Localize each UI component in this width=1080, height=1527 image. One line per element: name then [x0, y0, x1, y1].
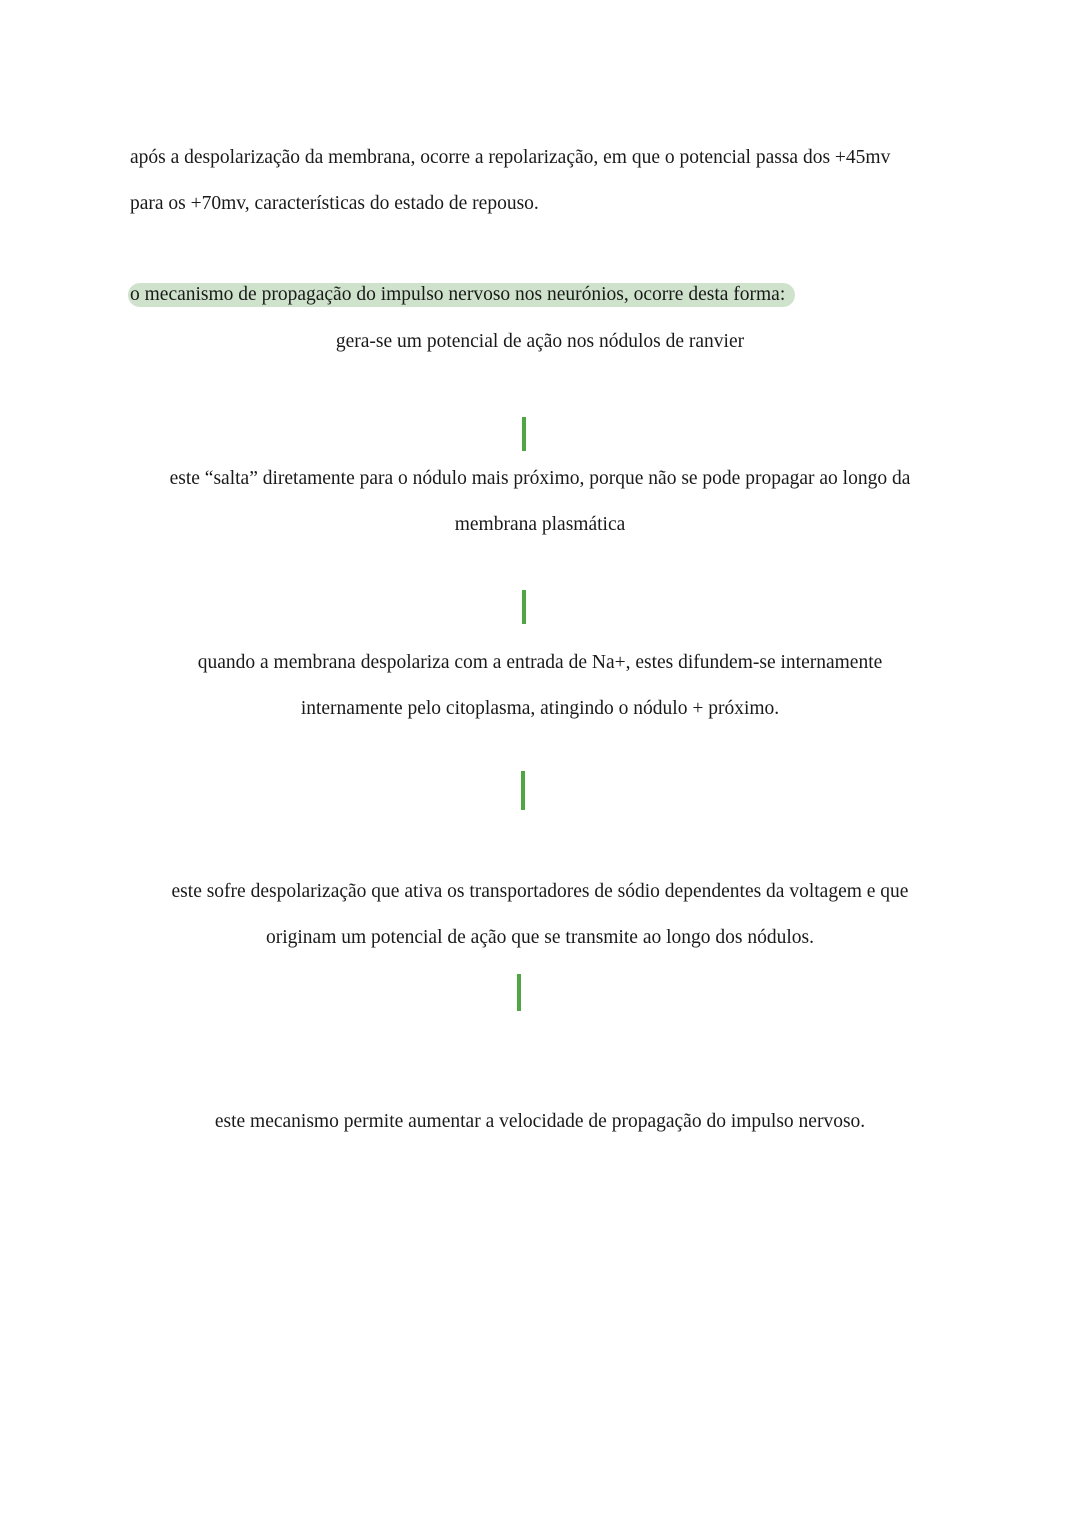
flow-step-3-line-2: internamente pelo citoplasma, atingindo o nódulo + próximo. — [300, 698, 780, 719]
flow-connector-2 — [522, 590, 526, 624]
flow-step-4-line-1: este sofre despolarização que ativa os transportadores de sódio dependentes da voltagem e que — [171, 881, 909, 902]
flow-conclusion-line-1: este mecanismo permite aumentar a velocidade de propagação do impulso nervoso. — [214, 1111, 866, 1132]
flow-step-2-line-1: este “salta” diretamente para o nódulo mais próximo, porque não se pode propagar ao longo da — [169, 468, 911, 489]
highlighted-intro-line — [130, 283, 795, 307]
flow-step-2-line-2: membrana plasmática — [454, 514, 626, 535]
flow-step-3-line-1: quando a membrana despolariza com a entrada de Na+, estes difundem-se internamente — [197, 652, 883, 673]
paragraph-line-2: para os +70mv, características do estado de repouso. — [130, 193, 539, 214]
paragraph-line-1: após a despolarização da membrana, ocorre a repolarização, em que o potencial passa dos +45mv — [130, 147, 891, 168]
flow-connector-4 — [517, 974, 521, 1011]
highlighted-intro-text: o mecanismo de propagação do impulso nervoso nos neurónios, ocorre desta forma: — [128, 283, 795, 307]
flow-connector-3 — [521, 771, 525, 810]
flow-connector-1 — [522, 417, 526, 451]
flow-step-4-line-2: originam um potencial de ação que se transmite ao longo dos nódulos. — [265, 927, 815, 948]
flow-step-1-line-1: gera-se um potencial de ação nos nódulos de ranvier — [335, 331, 745, 352]
